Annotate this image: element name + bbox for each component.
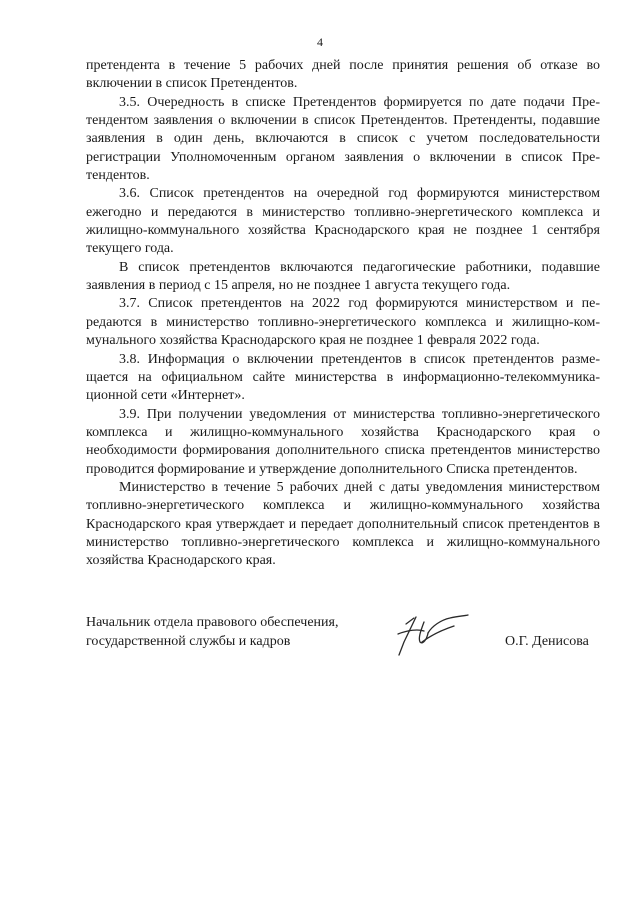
signatory-title-line-2: государственной службы и кадров <box>86 634 291 649</box>
paragraph-3-6: 3.6. Список претендентов на очередной год формируются министерством ежегодно и передаются в министерство топливно-энергетического комплекса и жилищно-коммунального хозяйства Краснодарского края не позднее 1 сентября текущего года. <box>86 186 600 257</box>
paragraph-3-9: 3.9. При получении уведомления от министерства топливно-энергетического комплекса и жилищно-коммунального хозяйства Краснодарского края о необходимости формирования дополнительного списка претендентов министерство проводится формирование и утверждение дополнительного Списка претендентов. <box>86 406 600 477</box>
paragraph-3-7: 3.7. Список претендентов на 2022 год формируются министерством и передаются в министерство топливно-энергетического комплекса и жилищно-коммунального хозяйства Краснодарского края не позднее 1 февраля 2022 года. <box>86 296 600 349</box>
handwritten-signature <box>394 612 470 658</box>
paragraph-3-6-note: В список претендентов включаются педагогические работники, подавшие заявления в период с 15 апреля, но не позднее 1 августа текущего года. <box>86 259 600 294</box>
document-body <box>86 57 600 571</box>
signatory-title <box>86 613 386 651</box>
paragraph-3-8: 3.8. Информация о включении претендентов в список претендентов размещается на официальном сайте министерства в информационно-телекоммуникационной сети «Интернет». <box>86 351 600 404</box>
signatory-name: О.Г. Денисова <box>505 634 589 649</box>
paragraph-1: претендента в течение 5 рабочих дней после принятия решения об отказе во включении в список Претендентов. <box>86 58 600 92</box>
paragraph-3-5: 3.5. Очередность в списке Претендентов формируется по дате подачи Претендентом заявления о включении в список Претендентов. Претенденты, подавшие заявления в один день, включаются в список с учетом последовательности регистрации Уполномоченным органом заявления о включении в список Претендентов. <box>86 94 600 184</box>
paragraph-3-9-note: Министерство в течение 5 рабочих дней с даты уведомления министерством топливно-энергетического комплекса и жилищно-коммунального хозяйства Краснодарского края утверждает и передает дополнительный список претендентов в министерство топливно-энергетического комплекса и жилищно-коммунального хозяйства Краснодарского края. <box>86 479 600 569</box>
page-number: 4 <box>317 35 323 49</box>
signatory-title-line-1: Начальник отдела правового обеспечения, <box>86 615 339 630</box>
